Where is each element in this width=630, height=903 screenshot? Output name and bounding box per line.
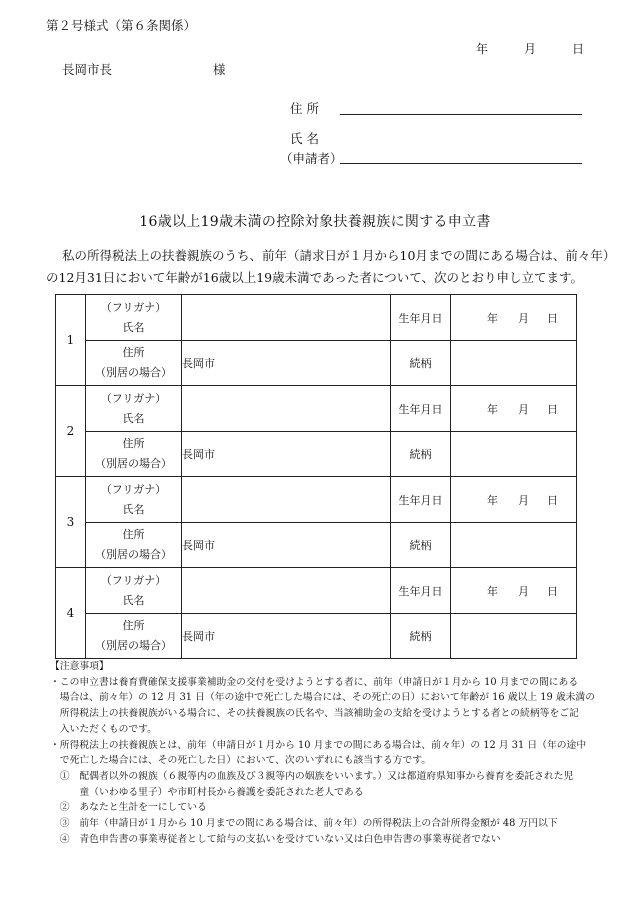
name-input-cell[interactable] [182,477,391,523]
name-input-cell[interactable] [182,386,391,432]
addressee-honorific: 様 [213,62,226,77]
separate-residence-label: （別居の場合） [95,366,172,379]
notes [50,659,595,847]
name-input-cell[interactable] [182,568,391,614]
table-row [56,614,577,659]
name-label: 氏名 [122,320,145,334]
birthdate-cell[interactable] [451,477,577,523]
note-line: ・所得税法上の扶養親族とは、前年（申請日が１月から 10 月までの間にある場合は、前々年）の 12 月 31 日（年の途中 [50,739,587,751]
form-number: 第２号様式（第６条関係） [46,18,197,33]
row-number: 3 [56,477,86,568]
table-row [56,477,577,523]
address-header-cell [86,432,182,477]
table-row [56,386,577,432]
address-label: 住所 [122,528,145,541]
birthdate-cell[interactable] [451,386,577,432]
address-header-cell [86,614,182,659]
birthdate-label: 生年月日 [391,295,451,341]
table-row [56,523,577,568]
name-label: 氏名 [122,411,145,425]
address-label: 住所 [122,346,145,359]
name-header-cell [86,568,182,614]
city-prefix: 長岡市 [182,357,215,370]
relation-input-cell[interactable] [451,341,577,386]
relation-input-cell[interactable] [451,523,577,568]
name-label: 氏名 [122,502,145,516]
row-number: 2 [56,386,86,477]
addressee: 長岡市長 [62,62,113,77]
relation-label: 続柄 [391,523,451,568]
address-input-cell[interactable] [182,614,391,659]
relation-label: 続柄 [391,341,451,386]
birth-year-label: 年 [487,311,498,325]
name-line[interactable] [340,163,582,164]
birth-day-label: 日 [547,493,558,507]
intro-line-1: 私の所得税法上の扶養親族のうち、前年（請求日が１月から10月までの間にある場合は、前々年） [62,248,616,263]
note-line: ② あなたと生計を一にしている [50,802,207,814]
address-label: 住 所 [290,101,319,116]
birthdate-label: 生年月日 [391,477,451,523]
table-row [56,341,577,386]
document-title: 16歳以上19歳未満の控除対象扶養親族に関する申立書 [139,214,491,230]
separate-residence-label: （別居の場合） [95,639,172,652]
furigana-label: （フリガナ） [100,482,167,496]
birth-day-label: 日 [547,402,558,416]
furigana-label: （フリガナ） [100,391,167,405]
table-row [56,432,577,477]
birth-month-label: 月 [518,311,529,325]
separate-residence-label: （別居の場合） [95,548,172,561]
city-prefix: 長岡市 [182,539,215,552]
name-header-cell [86,477,182,523]
row-number: 4 [56,568,86,659]
name-label: 氏名 [122,593,145,607]
note-line: 所得税法上の扶養親族がいる場合に、その扶養親族の氏名や、当該補助金の支給を受けようとする者との続柄等をご記 [50,708,579,720]
furigana-label: （フリガナ） [100,573,167,587]
note-line: 入いただくものです。 [50,723,157,735]
name-label: 氏 名 [290,131,319,146]
birth-month-label: 月 [518,493,529,507]
intro-line-2: の12月31日において年齢が16歳以上19歳未満であった者について、次のとおり申し立てます。 [46,270,583,285]
applicant-label: （申請者） [280,151,343,166]
address-input-cell[interactable] [182,341,391,386]
note-line: ④ 青色申告書の事業専従者として給与の支払いを受けていない又は白色申告書の事業専従者でない [50,833,501,845]
note-line: ① 配偶者以外の親族（６親等内の血族及び３親等内の姻族をいいます。）又は都道府県知事から養育を委託された児 [50,770,574,782]
furigana-label: （フリガナ） [100,300,167,314]
address-label: 住所 [122,437,145,450]
relation-label: 続柄 [391,432,451,477]
birthdate-cell[interactable] [451,295,577,341]
birth-day-label: 日 [547,584,558,598]
note-line: で死亡した場合には、その死亡した日）において、次のいずれにも該当する方です。 [50,755,432,767]
note-line: 場合は、前々年）の 12 月 31 日（年の途中で死亡した場合には、その死亡の日）において年齢が 16 歳以上 19 歳未満の [50,692,596,704]
name-header-cell [86,386,182,432]
address-input-cell[interactable] [182,523,391,568]
address-header-cell [86,341,182,386]
birthdate-cell[interactable] [451,568,577,614]
notes-heading: 【注意事項】 [50,661,109,672]
dependents-table [55,294,577,659]
birthdate-label: 生年月日 [391,568,451,614]
birth-year-label: 年 [487,493,498,507]
relation-input-cell[interactable] [451,614,577,659]
relation-label: 続柄 [391,614,451,659]
birth-month-label: 月 [518,402,529,416]
relation-input-cell[interactable] [451,432,577,477]
note-line: ・この申立書は養育費確保支援事業補助金の交付を受けようとする者に、前年（申請日が１月から 10 月までの間にある [50,676,579,688]
address-input-cell[interactable] [182,432,391,477]
birthdate-label: 生年月日 [391,386,451,432]
name-input-cell[interactable] [182,295,391,341]
birth-day-label: 日 [547,311,558,325]
date-year: 年 [476,42,489,56]
name-header-cell [86,295,182,341]
note-line: ③ 前年（申請日が１月から 10 月までの間にある場合は、前々年）の所得税法上の合計所得金額が 48 万円以下 [50,818,558,830]
birth-year-label: 年 [487,402,498,416]
city-prefix: 長岡市 [182,448,215,461]
birth-month-label: 月 [518,584,529,598]
date-month: 月 [524,42,537,56]
city-prefix: 長岡市 [182,630,215,643]
row-number: 1 [56,295,86,386]
address-header-cell [86,523,182,568]
date-day: 日 [572,42,585,56]
table-row [56,568,577,614]
birth-year-label: 年 [487,584,498,598]
table-row [56,295,577,341]
address-label: 住所 [122,619,145,632]
separate-residence-label: （別居の場合） [95,457,172,470]
address-line[interactable] [340,114,582,115]
note-line: 童（いわゆる里子）や市町村長から養護を委託された老人である [50,786,364,798]
